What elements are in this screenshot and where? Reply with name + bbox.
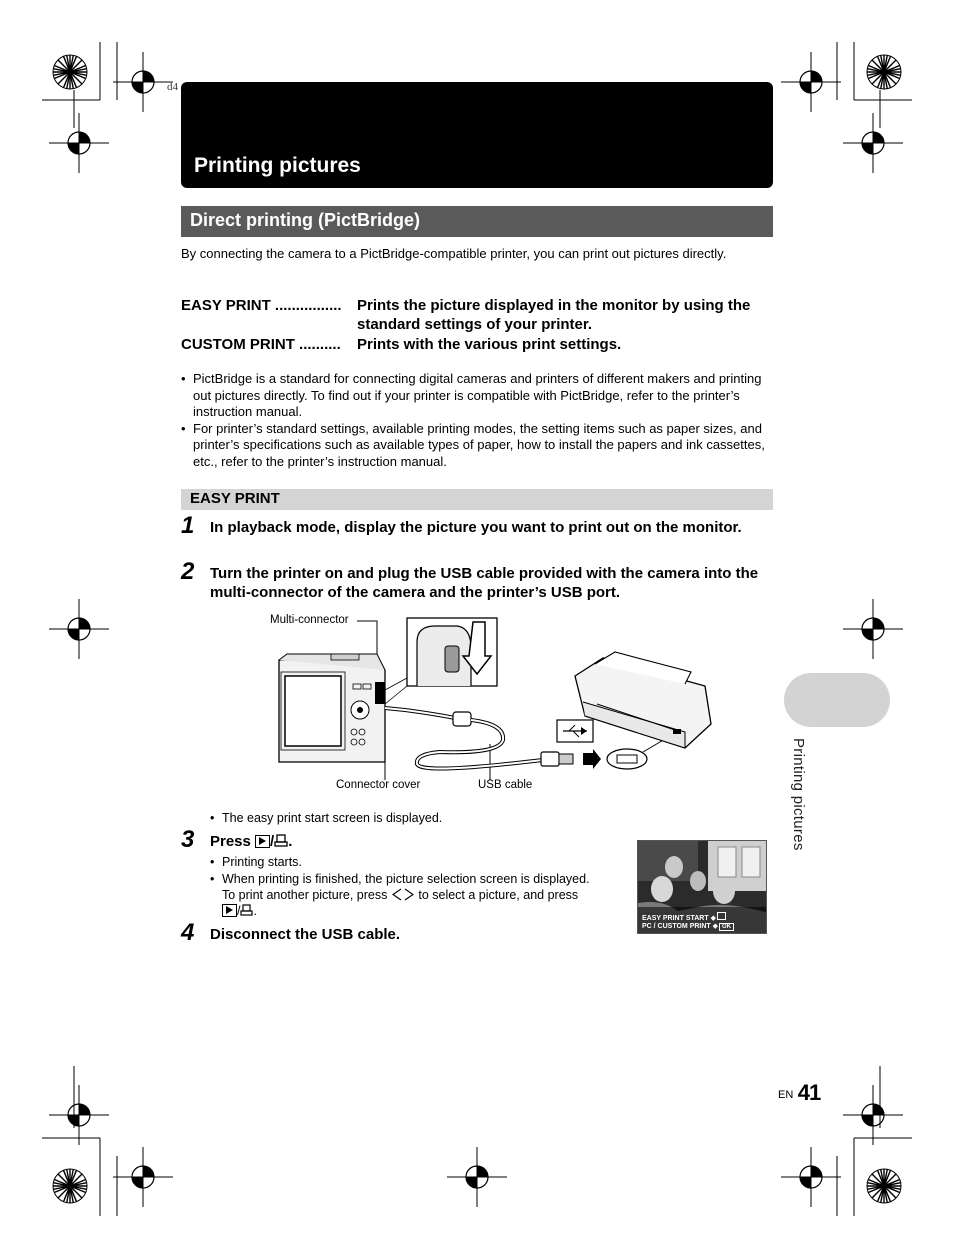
label-usb-cable: USB cable [478, 779, 533, 791]
subsection-title: EASY PRINT [190, 490, 280, 507]
print-icon [240, 904, 253, 918]
step-number: 1 [181, 512, 195, 539]
subsection-header [181, 489, 773, 510]
arrow-pad-left-right-icon [391, 888, 415, 902]
section-title: Direct printing (PictBridge) [190, 210, 421, 230]
definition-term: CUSTOM PRINT .......... [181, 336, 341, 353]
definition-easy-print [181, 296, 773, 334]
step-number: 4 [181, 919, 195, 946]
step3-instruction: Press / . [210, 833, 293, 850]
chapter-tab [784, 673, 890, 727]
title-banner [181, 82, 773, 188]
page-number-value: 41 [797, 1080, 821, 1105]
step-text: In playback mode, display the picture you want to print out on the monitor. [210, 519, 742, 536]
page-lang: EN [778, 1089, 794, 1101]
connector-zoom-inset [385, 618, 497, 704]
usb-symbol-icon [557, 720, 593, 742]
step2-note: • The easy print start screen is displayed. [210, 810, 722, 826]
playback-icon [255, 835, 270, 848]
step-number: 3 [181, 826, 195, 853]
definition-desc: Prints the picture displayed in the monitor by using the standard settings of your printer. [357, 297, 751, 333]
step-text: Turn the printer on and plug the USB cable provided with the camera into the multi-connector of the camera and the printer’s USB port. [210, 565, 759, 601]
step-number: 2 [181, 558, 195, 585]
intro-paragraph: By connecting the camera to a PictBridge-compatible printer, you can print out pictures directly. [181, 246, 727, 261]
definition-custom-print [181, 335, 773, 354]
step-text: Disconnect the USB cable. [210, 926, 401, 943]
definition-list [181, 296, 773, 355]
step3-note-starts: • Printing starts. [210, 854, 632, 870]
page-title: Printing pictures [194, 154, 361, 177]
step-text: Press [210, 833, 251, 850]
page-number [778, 1080, 820, 1106]
label-multi-connector: Multi-connector [270, 614, 349, 626]
note-text: to select a picture, and press [418, 888, 579, 902]
screen-line-1: EASY PRINT START ◆ [642, 912, 726, 922]
note-item: • For printer’s standard settings, available printing modes, the setting items such as paper sizes, and printer’s specifications such as available types of paper, how to install the papers and ink cassettes, etc., refer to the printer’s instruction manual. [181, 421, 773, 471]
step3-note-finished: • When printing is finished, the picture selection screen is displayed. To print another picture, press to select a picture, and press / . [210, 871, 642, 919]
usb-connection-illustration [265, 612, 725, 797]
section-header [181, 206, 773, 237]
camera-drawing [279, 654, 385, 762]
note-text: To print another picture, press [222, 888, 388, 902]
playback-icon [222, 904, 237, 917]
label-connector-cover: Connector cover [336, 779, 421, 791]
easy-print-screen [637, 840, 767, 934]
printer-drawing [575, 652, 711, 748]
print-icon [274, 833, 288, 850]
screen-line-2: PC / CUSTOM PRINT ◆ OK [642, 922, 734, 931]
notes-list [181, 371, 773, 471]
definition-term: EASY PRINT ................ [181, 297, 342, 314]
slug-text: d4 [167, 81, 178, 93]
note-text: When printing is finished, the picture selection screen is displayed. [222, 872, 590, 886]
definition-desc: Prints with the various print settings. [357, 336, 622, 353]
chapter-tab-label: Printing pictures [790, 738, 807, 851]
note-item: • PictBridge is a standard for connecting digital cameras and printers of different makers and printing out pictures directly. To find out if your printer is compatible with PictBridge, refer to the printer’s instruction manual. [181, 371, 773, 421]
